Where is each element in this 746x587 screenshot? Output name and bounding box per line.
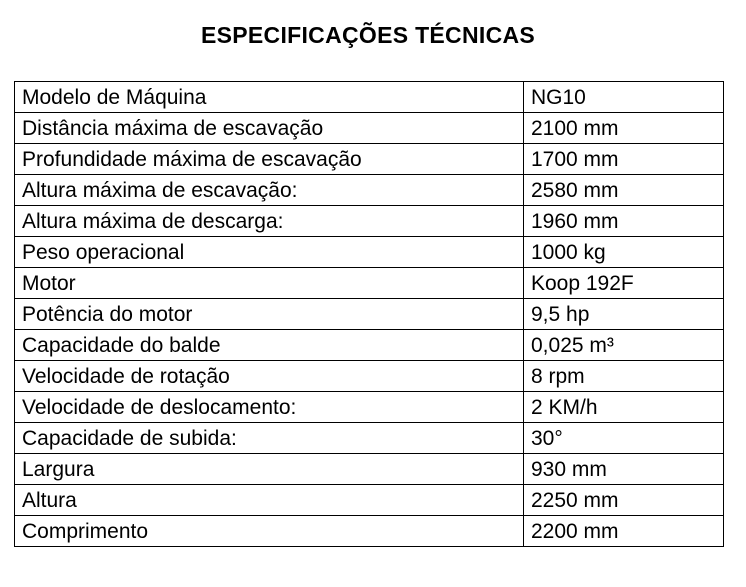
spec-value: 0,025 m³ [524, 330, 724, 361]
spec-label: Comprimento [15, 516, 524, 547]
spec-value: 2 KM/h [524, 392, 724, 423]
spec-label: Velocidade de rotação [15, 361, 524, 392]
spec-value: 930 mm [524, 454, 724, 485]
table-row [15, 392, 724, 423]
spec-label: Peso operacional [15, 237, 524, 268]
spec-label: Altura máxima de descarga: [15, 206, 524, 237]
spec-label: Modelo de Máquina [15, 82, 524, 113]
table-row [15, 175, 724, 206]
spec-label: Profundidade máxima de escavação [15, 144, 524, 175]
page-title: ESPECIFICAÇÕES TÉCNICAS [200, 22, 536, 48]
spec-value: 8 rpm [524, 361, 724, 392]
specs-table-body [15, 82, 724, 547]
spec-value: 30° [524, 423, 724, 454]
spec-value: Koop 192F [524, 268, 724, 299]
spec-label: Altura máxima de escavação: [15, 175, 524, 206]
spec-value: 1000 kg [524, 237, 724, 268]
table-row [15, 268, 724, 299]
spec-value: NG10 [524, 82, 724, 113]
spec-value: 9,5 hp [524, 299, 724, 330]
spec-label: Capacidade de subida: [15, 423, 524, 454]
specs-table [14, 81, 724, 547]
table-row [15, 113, 724, 144]
table-row [15, 423, 724, 454]
spec-value: 2580 mm [524, 175, 724, 206]
spec-value: 2250 mm [524, 485, 724, 516]
table-row [15, 330, 724, 361]
spec-label: Motor [15, 268, 524, 299]
table-row [15, 237, 724, 268]
spec-value: 1960 mm [524, 206, 724, 237]
table-row [15, 516, 724, 547]
spec-label: Altura [15, 485, 524, 516]
table-row [15, 454, 724, 485]
spec-value: 2200 mm [524, 516, 724, 547]
spec-label: Distância máxima de escavação [15, 113, 524, 144]
table-row [15, 361, 724, 392]
table-row [15, 206, 724, 237]
table-row [15, 299, 724, 330]
spec-label: Capacidade do balde [15, 330, 524, 361]
table-row [15, 82, 724, 113]
spec-label: Potência do motor [15, 299, 524, 330]
table-row [15, 485, 724, 516]
spec-value: 2100 mm [524, 113, 724, 144]
table-row [15, 144, 724, 175]
spec-label: Largura [15, 454, 524, 485]
spec-value: 1700 mm [524, 144, 724, 175]
spec-label: Velocidade de deslocamento: [15, 392, 524, 423]
